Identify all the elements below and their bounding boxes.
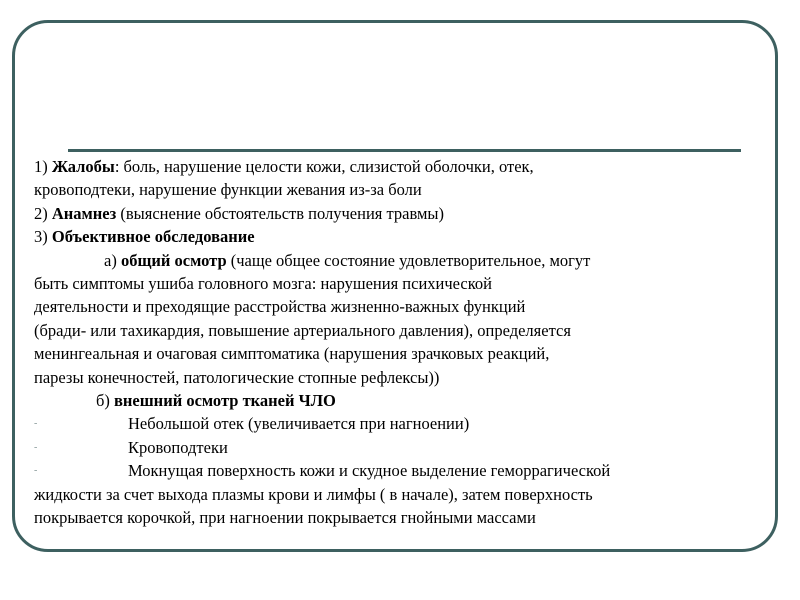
- subitem-general-exam: [34, 249, 734, 272]
- bullet-dash: -: [34, 465, 38, 477]
- bullet-weeping-surface: [34, 459, 734, 482]
- anamnesis-text: (выяснение обстоятельств получения травмы): [116, 203, 445, 223]
- bullet-text-cont: жидкости за счет выхода плазмы крови и лимфы ( в начале), затем поверхность: [34, 484, 593, 504]
- bullet-text: Мокнущая поверхность кожи и скудное выделение геморрагической: [128, 461, 611, 481]
- bullet-text-cont: покрывается корочкой, при нагноении покрывается гнойными массами: [34, 508, 536, 528]
- item-number: 3): [34, 227, 52, 247]
- bullet-text: Небольшой отек (увеличивается при нагноении): [128, 414, 470, 434]
- slide-body: [34, 155, 734, 530]
- item-objective-exam: [34, 225, 734, 248]
- general-exam-text-cont: быть симптомы ушиба головного мозга: нарушения психической: [34, 274, 492, 294]
- complaints-text-cont: кровоподтеки, нарушение функции жевания из-за боли: [34, 180, 422, 200]
- bullet-text: Кровоподтеки: [128, 437, 228, 457]
- general-exam-text-cont: менингеальная и очаговая симптоматика (нарушения зрачковых реакций,: [34, 344, 550, 364]
- subitem-prefix: а): [104, 250, 121, 270]
- bullet-bruises: [34, 436, 734, 459]
- general-exam-text-cont: деятельности и преходящие расстройства жизненно-важных функций: [34, 297, 526, 317]
- bullet-dash: -: [34, 418, 38, 430]
- item-complaints: [34, 155, 734, 178]
- general-exam-label: общий осмотр: [120, 250, 227, 270]
- item-number: 1): [34, 157, 52, 176]
- complaints-label: Жалобы: [51, 157, 115, 176]
- bullet-dash: -: [34, 441, 38, 453]
- external-exam-label: внешний осмотр тканей ЧЛО: [114, 391, 336, 411]
- complaints-text: : боль, нарушение целости кожи, слизистой оболочки, отек,: [114, 157, 534, 176]
- subitem-external-exam: [34, 389, 734, 412]
- general-exam-text: (чаще общее состояние удовлетворительное, могут: [226, 250, 591, 270]
- general-exam-text-cont: (бради- или тахикардия, повышение артериального давления), определяется: [34, 320, 571, 340]
- item-anamnesis: [34, 202, 734, 225]
- item-number: 2): [34, 203, 52, 223]
- subitem-prefix: б): [96, 391, 115, 411]
- bullet-edema: [34, 412, 734, 435]
- general-exam-text-cont: парезы конечностей, патологические стопные рефлексы)): [34, 367, 440, 387]
- objective-exam-label: Объективное обследование: [51, 227, 255, 247]
- title-divider-line: [68, 149, 741, 152]
- anamnesis-label: Анамнез: [51, 203, 117, 223]
